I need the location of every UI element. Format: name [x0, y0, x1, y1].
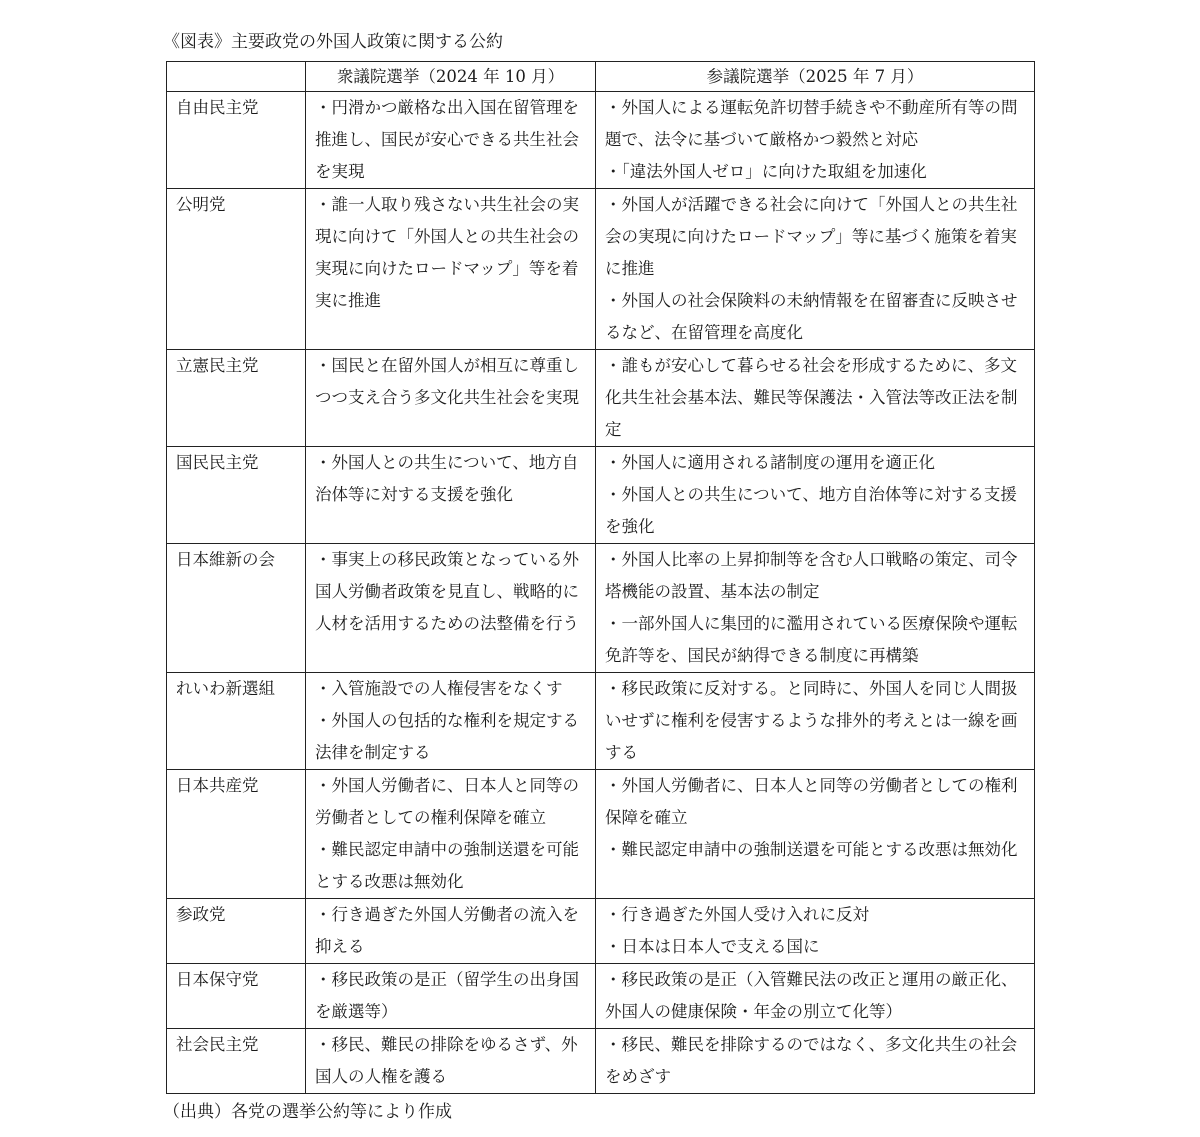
pledge-item: ・移民政策に反対する。と同時に、外国人を同じ人間扱いせずに権利を侵害するような排外的考えとは一線を画する [605, 679, 1018, 762]
table-row [167, 964, 1035, 1029]
pledge-item: ・行き過ぎた外国人労働者の流入を抑える [315, 905, 579, 956]
upper-house-pledge-cell [596, 350, 1035, 447]
upper-house-pledge-cell [596, 447, 1035, 544]
pledge-item: ・事実上の移民政策となっている外国人労働者政策を見直し、戦略的に人材を活用するための法整備を行う [315, 550, 579, 633]
pledge-item: ・外国人との共生について、地方自治体等に対する支援を強化 [605, 485, 1017, 536]
pledge-item: ・移民政策の是正（留学生の出身国を厳選等） [315, 970, 579, 1021]
pledge-item: ・入管施設での人権侵害をなくす [315, 679, 563, 698]
pledge-item: ・誰一人取り残さない共生社会の実現に向けて「外国人との共生社会の実現に向けたロードマップ」等を着実に推進 [315, 195, 579, 310]
party-name-cell: 公明党 [167, 189, 306, 350]
header-party-column [167, 62, 306, 92]
pledge-item: ・難民認定申請中の強制送還を可能とする改悪は無効化 [605, 840, 1018, 859]
party-name-cell: れいわ新選組 [167, 673, 306, 770]
pledge-item: ・円滑かつ厳格な出入国在留管理を推進し、国民が安心できる共生社会を実現 [315, 98, 579, 181]
pledge-item: ・難民認定申請中の強制送還を可能とする改悪は無効化 [315, 840, 579, 891]
table-row [167, 92, 1035, 189]
table-body [167, 92, 1035, 1094]
upper-house-pledge-cell [596, 899, 1035, 964]
pledge-item: ・移民政策の是正（入管難民法の改正と運用の厳正化、外国人の健康保険・年金の別立て化等） [605, 970, 1018, 1021]
lower-house-pledge-cell [306, 770, 596, 899]
lower-house-pledge-cell [306, 92, 596, 189]
pledge-item: ・外国人の社会保険料の未納情報を在留審査に反映させるなど、在留管理を高度化 [605, 291, 1018, 342]
table-row [167, 673, 1035, 770]
table-header-row [167, 62, 1035, 92]
pledge-item: ・外国人との共生について、地方自治体等に対する支援を強化 [315, 453, 579, 504]
lower-house-pledge-cell [306, 544, 596, 673]
lower-house-pledge-cell [306, 447, 596, 544]
lower-house-pledge-cell [306, 673, 596, 770]
pledge-item: ・移民、難民の排除をゆるさず、外国人の人権を護る [315, 1035, 578, 1086]
table-row [167, 447, 1035, 544]
pledge-item: ・一部外国人に集団的に濫用されている医療保険や運転免許等を、国民が納得できる制度に再構築 [605, 614, 1018, 665]
pledge-item: ・外国人労働者に、日本人と同等の労働者としての権利保障を確立 [315, 776, 579, 827]
party-name-cell: 社会民主党 [167, 1029, 306, 1094]
upper-house-pledge-cell [596, 92, 1035, 189]
pledge-item: ・行き過ぎた外国人受け入れに反対 [605, 905, 869, 924]
pledge-item: ・外国人が活躍できる社会に向けて「外国人との共生社会の実現に向けたロードマップ」等に基づく施策を着実に推進 [605, 195, 1018, 278]
upper-house-pledge-cell [596, 1029, 1035, 1094]
table-row [167, 350, 1035, 447]
lower-house-pledge-cell [306, 899, 596, 964]
upper-house-pledge-cell [596, 964, 1035, 1029]
header-upper-house-election: 参議院選挙（2025 年 7 月） [596, 62, 1035, 92]
upper-house-pledge-cell [596, 189, 1035, 350]
upper-house-pledge-cell [596, 770, 1035, 899]
party-name-cell: 参政党 [167, 899, 306, 964]
upper-house-pledge-cell [596, 673, 1035, 770]
pledge-item: ・外国人に適用される諸制度の運用を適正化 [605, 453, 935, 472]
table-row [167, 544, 1035, 673]
lower-house-pledge-cell [306, 350, 596, 447]
table-row [167, 770, 1035, 899]
pledge-item: ・外国人による運転免許切替手続きや不動産所有等の問題で、法令に基づいて厳格かつ毅然と対応 [605, 98, 1018, 149]
table-row [167, 899, 1035, 964]
party-name-cell: 立憲民主党 [167, 350, 306, 447]
upper-house-pledge-cell [596, 544, 1035, 673]
party-name-cell: 自由民主党 [167, 92, 306, 189]
figure-caption: 《図表》主要政党の外国人政策に関する公約 [163, 32, 503, 52]
pledge-item: ・「違法外国人ゼロ」に向けた取組を加速化 [605, 162, 927, 181]
party-name-cell: 日本保守党 [167, 964, 306, 1029]
lower-house-pledge-cell [306, 1029, 596, 1094]
lower-house-pledge-cell [306, 189, 596, 350]
party-policy-table [166, 61, 1035, 1094]
pledge-item: ・日本は日本人で支える国に [605, 937, 820, 956]
party-name-cell: 日本共産党 [167, 770, 306, 899]
pledge-item: ・外国人の包括的な権利を規定する法律を制定する [315, 711, 579, 762]
party-name-cell: 日本維新の会 [167, 544, 306, 673]
pledge-item: ・外国人労働者に、日本人と同等の労働者としての権利保障を確立 [605, 776, 1018, 827]
source-note: （出典）各党の選挙公約等により作成 [163, 1102, 452, 1122]
table-row [167, 1029, 1035, 1094]
header-lower-house-election: 衆議院選挙（2024 年 10 月） [306, 62, 596, 92]
party-name-cell: 国民民主党 [167, 447, 306, 544]
pledge-item: ・国民と在留外国人が相互に尊重しつつ支え合う多文化共生社会を実現 [315, 356, 579, 407]
pledge-item: ・外国人比率の上昇抑制等を含む人口戦略の策定、司令塔機能の設置、基本法の制定 [605, 550, 1018, 601]
table-row [167, 189, 1035, 350]
pledge-item: ・誰もが安心して暮らせる社会を形成するために、多文化共生社会基本法、難民等保護法・入管法等改正法を制定 [605, 356, 1018, 439]
pledge-item: ・移民、難民を排除するのではなく、多文化共生の社会をめざす [605, 1035, 1018, 1086]
lower-house-pledge-cell [306, 964, 596, 1029]
